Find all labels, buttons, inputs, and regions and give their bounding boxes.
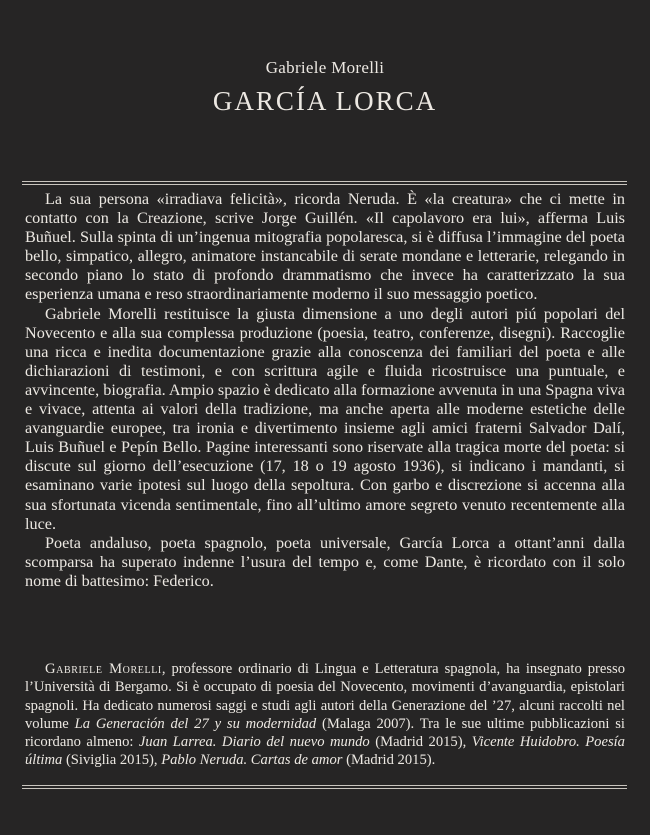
author-bio [25,660,625,770]
bio-text-4: (Siviglia 2015), [62,752,162,769]
blurb-paragraph-3: Poeta andaluso, poeta spagnolo, poeta universale, García Lorca a ottant’anni dalla scomparsa ha superato indenne l’usura del tempo e, come Dante, è ricordato con il solo nome di battesimo: Federico. [25,533,625,590]
top-divider [22,181,627,185]
bio-text-1: , professore ordinario di Lingua e Letteratura spagnola, ha insegnato presso l’Università di Bergamo. Si è occupato di poesia del Novecento, movimenti d’avanguardia, epistolari spagnoli. Ha dedicato numerosi saggi e studi agli autori della Generazione del ’27, alcuni raccolti nel volume [25,661,625,732]
bio-text-3: (Madrid 2015), [369,734,472,751]
bio-book-2: Juan Larrea. Diario del nuevo mundo [138,734,370,751]
book-title: GARCÍA LORCA [212,86,438,116]
author-name: Gabriele Morelli [265,58,385,77]
blurb-body [25,190,625,591]
bio-author-name: Gabriele Morelli [45,661,162,677]
blurb-paragraph-1: La sua persona «irradiava felicità», ricorda Neruda. È «la creatura» che ci mette in contatto con la Creazione, scrive Jorge Guillén. «Il capolavoro era lui», afferma Luis Buñuel. Sulla spinta di un’ingenua mitografia popolaresca, si è diffusa l’immagine del poeta bello, simpatico, allegro, animatore instancabile di serate mondane e letterarie, relegando in secondo piano lo stato di profondo drammatismo che invece ha caratterizzato la sua esperienza umana e reso straordinariamente moderno il suo messaggio poetico. [25,190,625,304]
bio-text-5: (Madrid 2015). [342,752,436,769]
bio-book-3: Vicente Huidobro. Poesía última [25,734,625,769]
bio-book-4: Pablo Neruda. Cartas de amor [161,752,343,769]
blurb-paragraph-2: Gabriele Morelli restituisce la giusta dimensione a uno degli autori piú popolari del Novecento e alla sua complessa produzione (poesia, teatro, conferenze, disegni). Raccoglie una ricca e inedita documentazione grazie alla conoscenza dei familiari del poeta e alle dichiarazioni di testimoni, e con scrittura agile e fluida ricostruisce una puntuale, e avvincente, biografia. Ampio spazio è dedicato alla formazione avvenuta in una Spagna viva e vivace, attenta ai valori della tradizione, ma anche aperta alle moderne estetiche delle avanguardie europee, tra ironia e divertimento insieme agli amici fraterni Salvador Dalí, Luis Buñuel e Pepín Bello. Pagine interessanti sono riservate alla tragica morte del poeta: si discute sul giorno dell’esecuzione (17, 18 o 19 agosto 1936), si indicano i mandanti, si esaminano varie ipotesi sul luogo della sepoltura. Con garbo e discrezione si accenna alla sua sfortunata vicenda sentimentale, fino all’ultimo amore segreto venuto recentemente alla luce. [25,304,625,533]
bottom-divider [22,785,627,789]
bio-book-1: La Generación del 27 y su modernidad [74,715,317,732]
bio-paragraph [25,660,625,770]
bio-text-2: (Malaga 2007). Tra le sue ultime pubblicazioni si ricordano almeno: [25,715,625,751]
